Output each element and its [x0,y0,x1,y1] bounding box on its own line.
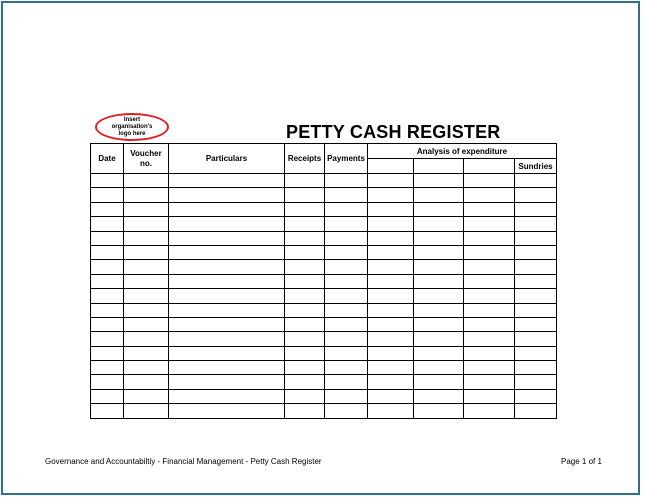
header-payments: Payments [325,144,368,174]
table-cell [414,245,464,259]
table-cell [464,231,515,245]
table-cell [368,289,414,303]
logo-placeholder-text: Insert organisation's logo here [111,116,153,137]
table-cell [515,217,557,231]
table-cell [414,404,464,418]
table-row [91,303,557,317]
table-cell [285,346,325,360]
table-cell [285,202,325,216]
table-cell [515,289,557,303]
table-cell [91,404,124,418]
table-cell [124,317,169,331]
table-cell [91,188,124,202]
table-cell [515,404,557,418]
table-cell [464,375,515,389]
header-particulars: Particulars [169,144,285,174]
table-cell [325,289,368,303]
table-cell [368,188,414,202]
table-cell [285,303,325,317]
register-body [91,174,557,419]
table-cell [515,174,557,188]
table-cell [91,174,124,188]
table-cell [325,361,368,375]
table-cell [368,389,414,403]
table-cell [124,188,169,202]
table-cell [414,289,464,303]
table-cell [124,346,169,360]
table-cell [124,375,169,389]
table-cell [464,174,515,188]
table-cell [325,332,368,346]
table-cell [285,404,325,418]
table-cell [515,260,557,274]
table-cell [285,260,325,274]
header-date: Date [91,144,124,174]
table-cell [169,389,285,403]
table-cell [464,188,515,202]
table-cell [464,202,515,216]
table-cell [368,174,414,188]
table-cell [285,289,325,303]
table-cell [169,332,285,346]
table-cell [464,289,515,303]
table-cell [169,317,285,331]
table-cell [368,361,414,375]
table-cell [414,317,464,331]
table-cell [515,245,557,259]
table-cell [124,361,169,375]
table-cell [414,361,464,375]
table-cell [285,245,325,259]
table-cell [91,389,124,403]
table-cell [285,217,325,231]
table-cell [325,174,368,188]
table-cell [464,317,515,331]
table-cell [515,332,557,346]
table-cell [91,274,124,288]
analysis-col-1-header [368,159,414,174]
table-cell [91,332,124,346]
table-cell [169,188,285,202]
header-voucher-no: Voucher no. [124,144,169,174]
table-cell [464,274,515,288]
table-cell [285,274,325,288]
petty-cash-table [90,143,557,419]
table-cell [169,375,285,389]
table-cell [515,346,557,360]
table-cell [414,389,464,403]
table-cell [325,231,368,245]
table-cell [124,202,169,216]
table-cell [414,231,464,245]
table-cell [368,317,414,331]
table-cell [91,361,124,375]
table-row [91,404,557,418]
table-cell [91,202,124,216]
table-cell [325,260,368,274]
table-cell [124,245,169,259]
table-cell [124,303,169,317]
table-cell [91,346,124,360]
table-cell [515,274,557,288]
table-cell [124,404,169,418]
table-cell [169,217,285,231]
table-cell [169,303,285,317]
table-cell [368,303,414,317]
table-row [91,188,557,202]
table-row [91,174,557,188]
table-cell [169,231,285,245]
table-cell [515,231,557,245]
table-cell [515,188,557,202]
table-row [91,217,557,231]
table-cell [285,188,325,202]
table-cell [464,217,515,231]
table-cell [325,274,368,288]
table-cell [414,217,464,231]
table-cell [91,231,124,245]
table-cell [464,346,515,360]
table-cell [368,346,414,360]
table-cell [414,274,464,288]
table-cell [368,274,414,288]
table-cell [285,317,325,331]
table-cell [368,202,414,216]
table-cell [124,332,169,346]
table-cell [169,274,285,288]
table-cell [325,375,368,389]
table-cell [169,260,285,274]
table-cell [368,404,414,418]
table-row [91,231,557,245]
table-cell [169,346,285,360]
header-analysis-of-expenditure: Analysis of expenditure [368,144,557,159]
table-cell [124,389,169,403]
table-row [91,260,557,274]
table-cell [414,260,464,274]
table-cell [285,332,325,346]
table-cell [124,231,169,245]
table-cell [325,217,368,231]
table-row [91,289,557,303]
table-cell [464,361,515,375]
table-cell [515,361,557,375]
table-cell [169,404,285,418]
table-cell [414,375,464,389]
table-cell [464,332,515,346]
table-cell [515,303,557,317]
table-row [91,245,557,259]
table-cell [124,289,169,303]
table-cell [124,274,169,288]
table-cell [91,245,124,259]
table-cell [414,303,464,317]
table-cell [515,202,557,216]
table-cell [169,289,285,303]
table-cell [414,346,464,360]
table-cell [325,303,368,317]
table-cell [91,289,124,303]
footer-page-number: Page 1 of 1 [561,457,602,466]
page-title: PETTY CASH REGISTER [286,122,501,142]
table-cell [464,260,515,274]
table-cell [368,260,414,274]
table-cell [91,303,124,317]
table-row [91,389,557,403]
table-cell [169,202,285,216]
header-sundries: Sundries [515,159,557,174]
analysis-col-3-header [464,159,515,174]
table-cell [325,346,368,360]
table-cell [464,245,515,259]
table-cell [169,245,285,259]
table-row [91,317,557,331]
table-cell [515,389,557,403]
table-cell [325,317,368,331]
table-row [91,361,557,375]
table-cell [325,188,368,202]
table-cell [285,375,325,389]
table-cell [325,389,368,403]
table-cell [285,231,325,245]
table-cell [515,375,557,389]
table-cell [464,389,515,403]
table-cell [124,260,169,274]
footer-document-title: Governance and Accountabiltiy - Financial Management - Petty Cash Register [45,457,322,466]
table-cell [368,332,414,346]
table-cell [464,303,515,317]
table-cell [169,174,285,188]
table-row [91,202,557,216]
table-cell [368,375,414,389]
table-cell [169,361,285,375]
table-cell [368,217,414,231]
logo-placeholder [95,113,169,141]
table-cell [325,245,368,259]
table-row [91,375,557,389]
table-row [91,346,557,360]
table-cell [124,174,169,188]
table-cell [414,174,464,188]
table-cell [325,404,368,418]
table-cell [124,217,169,231]
table-cell [368,245,414,259]
table-cell [285,389,325,403]
table-row [91,332,557,346]
table-cell [91,260,124,274]
table-cell [414,332,464,346]
header-receipts: Receipts [285,144,325,174]
table-row [91,274,557,288]
table-cell [285,174,325,188]
analysis-col-2-header [414,159,464,174]
table-cell [285,361,325,375]
table-cell [464,404,515,418]
table-cell [414,188,464,202]
table-cell [368,231,414,245]
table-cell [91,317,124,331]
table-cell [325,202,368,216]
table-cell [91,217,124,231]
table-cell [515,317,557,331]
table-cell [91,375,124,389]
table-cell [414,202,464,216]
